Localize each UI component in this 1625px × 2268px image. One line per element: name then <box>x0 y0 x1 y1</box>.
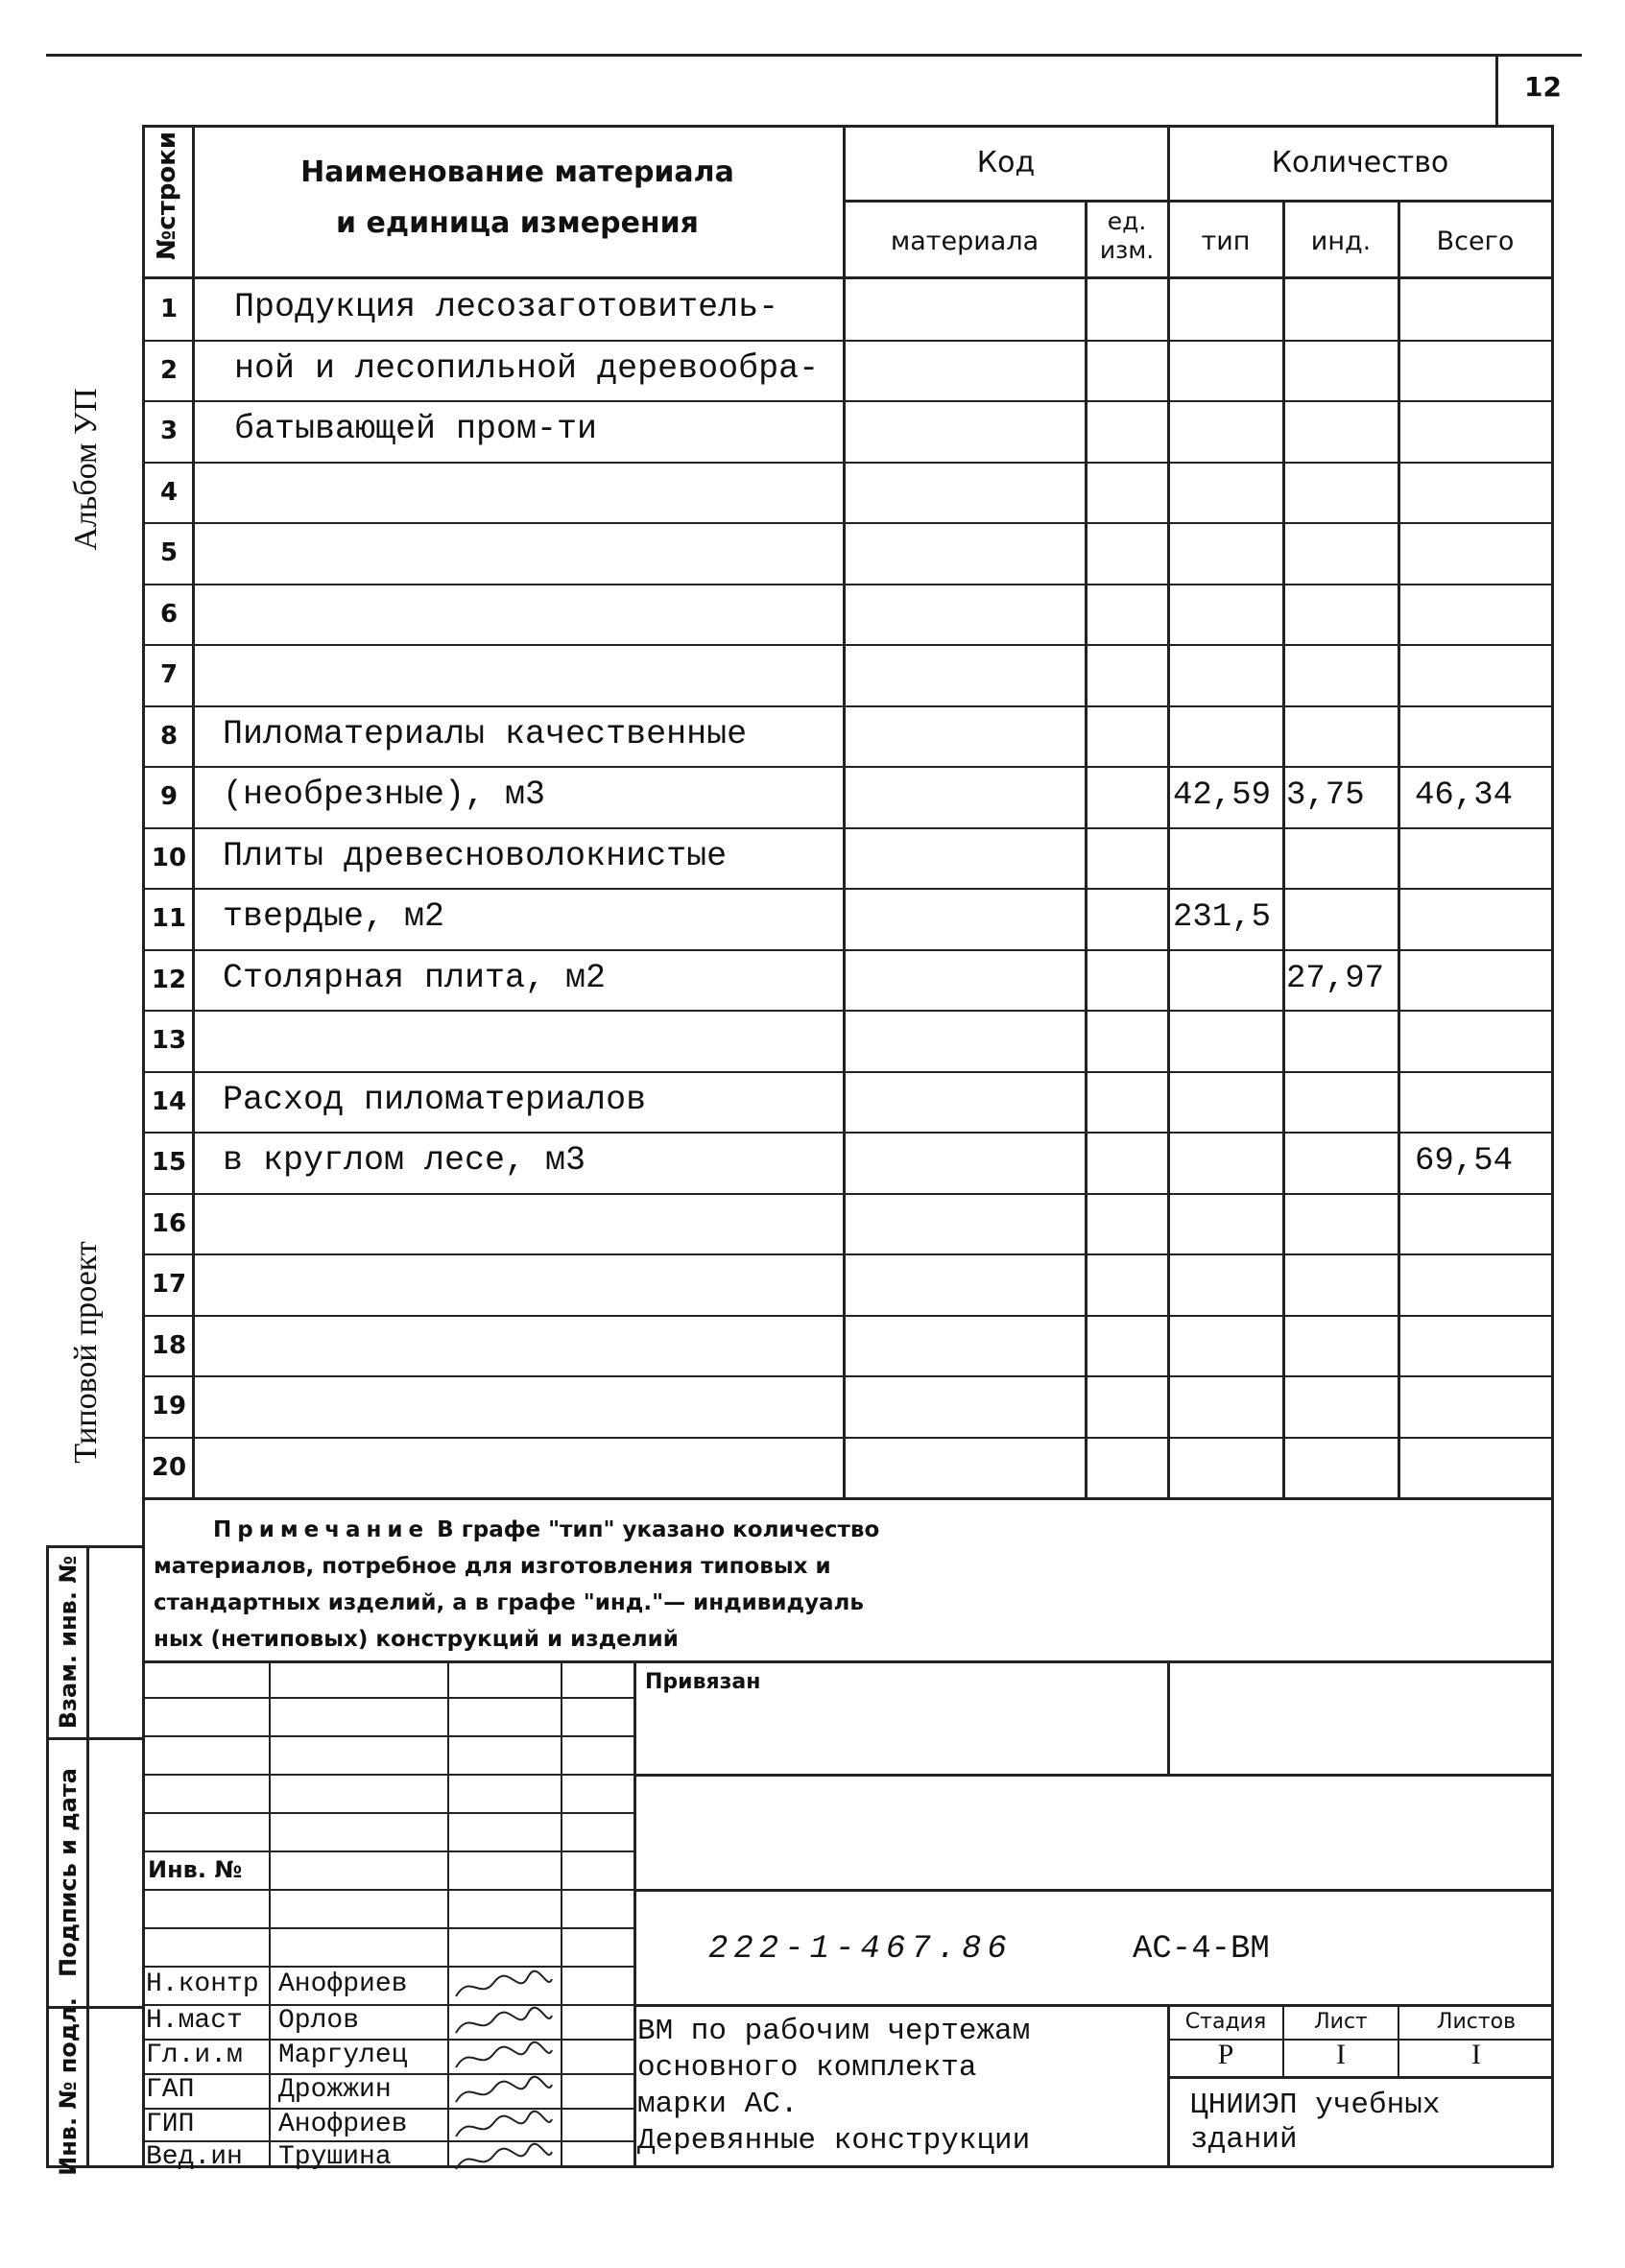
row-number: 2 <box>159 356 179 385</box>
stamp-listov-value: I <box>1471 2039 1481 2070</box>
col-line-material <box>1085 202 1087 1497</box>
row-number: 14 <box>151 1087 187 1116</box>
col-line-ind <box>1398 202 1400 1497</box>
row-material-name: батывающей пром-ти <box>234 410 598 448</box>
table-top-border <box>142 125 1553 128</box>
stamp-stage-bottom <box>1167 2076 1553 2079</box>
stamp-privyazan-bottom <box>633 1774 1553 1777</box>
stamp-person-name: Анофриев <box>278 2110 408 2139</box>
row-divider <box>142 827 1553 829</box>
row-number: 13 <box>151 1026 187 1055</box>
side-project-label: Типовой проект <box>68 1241 104 1464</box>
header-kod: Код <box>976 146 1036 179</box>
table-right-border <box>1551 125 1554 2167</box>
stamp-grid-col-line <box>447 1660 449 2167</box>
signature-image <box>451 2004 557 2042</box>
note-line1: В графе "тип" указано количество <box>437 1517 880 1542</box>
stamp-title-top <box>633 2004 1553 2007</box>
row-material-name: ной и лесопильной деревообра- <box>234 349 820 388</box>
row-qty-tip: 42,59 <box>1173 777 1272 814</box>
row-qty-ind: 3,75 <box>1286 777 1365 814</box>
stamp-org-line2: зданий <box>1190 2123 1298 2157</box>
left-stamp-outer-left <box>46 1545 49 2167</box>
stamp-stadiya-value: Р <box>1217 2039 1234 2070</box>
signature-image <box>451 1968 557 2006</box>
row-material-name: в круглом лесе, м3 <box>223 1141 586 1180</box>
row-number: 1 <box>159 295 179 323</box>
left-stamp-inner <box>86 1545 89 2167</box>
row-number: 6 <box>159 600 179 629</box>
stamp-person-role: ГАП <box>146 2075 195 2105</box>
header-edizm-1: ед. <box>1107 207 1147 235</box>
header-material: материала <box>890 227 1040 256</box>
stamp-privyazan: Привязан <box>645 1670 761 1694</box>
signature-image <box>451 2073 557 2112</box>
row-material-name: (необрезные), м3 <box>223 776 546 814</box>
stamp-right-vertical <box>1167 1660 1170 1776</box>
note-line4: ных (нетиповых) конструкций и изделий <box>154 1627 679 1652</box>
row-divider <box>142 400 1553 402</box>
row-number: 19 <box>151 1392 187 1420</box>
stamp-code-top <box>633 1889 1553 1892</box>
row-number: 16 <box>151 1209 187 1238</box>
side-inv-podl: Инв. № подл. <box>55 1997 82 2176</box>
stamp-title-line4: Деревянные конструкции <box>637 2124 1031 2158</box>
stamp-mid-vertical <box>633 1660 636 2167</box>
stamp-mark: АС-4-ВМ <box>1133 1931 1270 1968</box>
header-row-number: №строки <box>153 131 181 260</box>
note-text <box>154 1512 1113 1658</box>
row-number: 11 <box>151 904 187 933</box>
row-material-name: Столярная плита, м2 <box>223 959 607 997</box>
row-number: 9 <box>159 782 179 811</box>
stamp-person-role: Н.контр <box>146 1970 259 1999</box>
row-number: 17 <box>151 1270 187 1299</box>
row-divider <box>142 522 1553 524</box>
row-number: 20 <box>151 1453 187 1482</box>
row-qty-vsego: 46,34 <box>1415 777 1514 814</box>
stamp-stage-col1 <box>1282 2004 1284 2077</box>
row-divider <box>142 1071 1553 1073</box>
stamp-grid-col-line <box>561 1660 562 2167</box>
row-divider <box>142 644 1553 646</box>
header-tip: тип <box>1201 227 1251 256</box>
row-divider <box>142 584 1553 585</box>
note-line2: материалов, потребное для изготовления типовых и <box>154 1554 831 1579</box>
signature-image <box>451 2140 557 2179</box>
row-number: 10 <box>151 844 187 872</box>
side-podpis-data: Подпись и дата <box>55 1768 82 1977</box>
top-rule <box>46 54 1582 57</box>
stamp-org-line1: ЦНИИЭП учебных <box>1190 2089 1441 2122</box>
row-divider <box>142 1315 1553 1317</box>
row-qty-vsego: 69,54 <box>1415 1143 1514 1180</box>
stamp-person-name: Маргулец <box>278 2041 408 2070</box>
row-qty-tip: 231,5 <box>1173 899 1272 936</box>
col-line-tip <box>1282 202 1285 1497</box>
stamp-inv-no: Инв. № <box>148 1856 243 1883</box>
stamp-title-line3: марки АС. <box>637 2088 799 2121</box>
header-bottom <box>142 276 1553 279</box>
row-divider <box>142 949 1553 951</box>
stamp-org <box>1190 2089 1440 2158</box>
row-number: 5 <box>159 538 179 567</box>
row-divider <box>142 1375 1553 1377</box>
row-divider <box>142 1193 1553 1195</box>
stamp-title <box>637 2014 1030 2160</box>
header-edizm-2: изм. <box>1099 236 1155 264</box>
row-number: 4 <box>159 478 179 507</box>
note-title: Примечание <box>213 1517 430 1542</box>
stamp-person-name: Трушина <box>278 2142 392 2172</box>
signature-image <box>451 2039 557 2077</box>
row-divider <box>142 766 1553 768</box>
row-material-name: твердые, м2 <box>223 897 445 936</box>
header-subdivider <box>843 200 1553 203</box>
col-line-edizm <box>1167 125 1170 1497</box>
row-number: 12 <box>151 966 187 994</box>
stamp-list-label: Лист <box>1314 2010 1368 2034</box>
side-vzam-inv: Взам. инв. № <box>55 1555 82 1730</box>
row-material-name: Расход пиломатериалов <box>223 1081 647 1119</box>
header-vsego: Всего <box>1436 227 1515 256</box>
stamp-listov-label: Листов <box>1436 2010 1517 2034</box>
row-qty-ind: 27,97 <box>1286 961 1385 997</box>
row-number: 15 <box>151 1148 187 1177</box>
stamp-person-name: Орлов <box>278 2006 360 2036</box>
stamp-person-role: Н.маст <box>146 2006 243 2036</box>
row-divider <box>142 340 1553 342</box>
row-material-name: Пиломатериалы качественные <box>223 715 748 753</box>
stamp-stage-col2 <box>1398 2004 1399 2077</box>
row-divider <box>142 888 1553 890</box>
stamp-person-name: Дрожжин <box>278 2075 392 2105</box>
row-divider <box>142 1253 1553 1255</box>
row-divider <box>142 1437 1553 1439</box>
stamp-doc-code: 222-1-467.86 <box>708 1931 1013 1968</box>
row-divider <box>142 1010 1553 1012</box>
stamp-person-name: Анофриев <box>278 1970 408 1999</box>
row-divider <box>142 1132 1553 1134</box>
row-number: 18 <box>151 1331 187 1360</box>
row-number: 3 <box>159 417 179 445</box>
stamp-org-divider <box>1167 2004 1170 2167</box>
row-material-name: Продукция лесозаготовитель- <box>234 288 779 326</box>
stamp-stadiya-label: Стадия <box>1184 2010 1267 2034</box>
stamp-list-value: I <box>1336 2039 1346 2070</box>
header-name-line1: Наименование материала <box>300 155 734 189</box>
note-line3: стандартных изделий, а в графе "инд."— индивидуаль <box>154 1590 864 1615</box>
stamp-grid-col-line <box>269 1660 271 2167</box>
stamp-title-line2: основного комплекта <box>637 2051 977 2085</box>
stamp-title-line1: ВМ по рабочим чертежам <box>637 2015 1031 2048</box>
stamp-person-role: ГИП <box>146 2110 195 2139</box>
header-ind: инд. <box>1310 227 1372 256</box>
note-top <box>142 1497 1553 1500</box>
header-name-line2: и единица измерения <box>336 206 699 240</box>
row-number: 8 <box>159 722 179 751</box>
col-line-name <box>843 125 846 1497</box>
stamp-person-role: Вед.ин <box>146 2142 243 2172</box>
row-divider <box>142 705 1553 707</box>
page-number-divider <box>1495 54 1498 126</box>
side-album-label: Альбом УП <box>68 388 104 551</box>
header-kolichestvo: Количество <box>1271 146 1449 179</box>
row-material-name: Плиты древесноволокнистые <box>223 837 728 875</box>
page-number: 12 <box>1524 71 1562 103</box>
stamp-person-role: Гл.и.м <box>146 2041 243 2070</box>
row-number: 7 <box>159 660 179 689</box>
row-divider <box>142 462 1553 464</box>
